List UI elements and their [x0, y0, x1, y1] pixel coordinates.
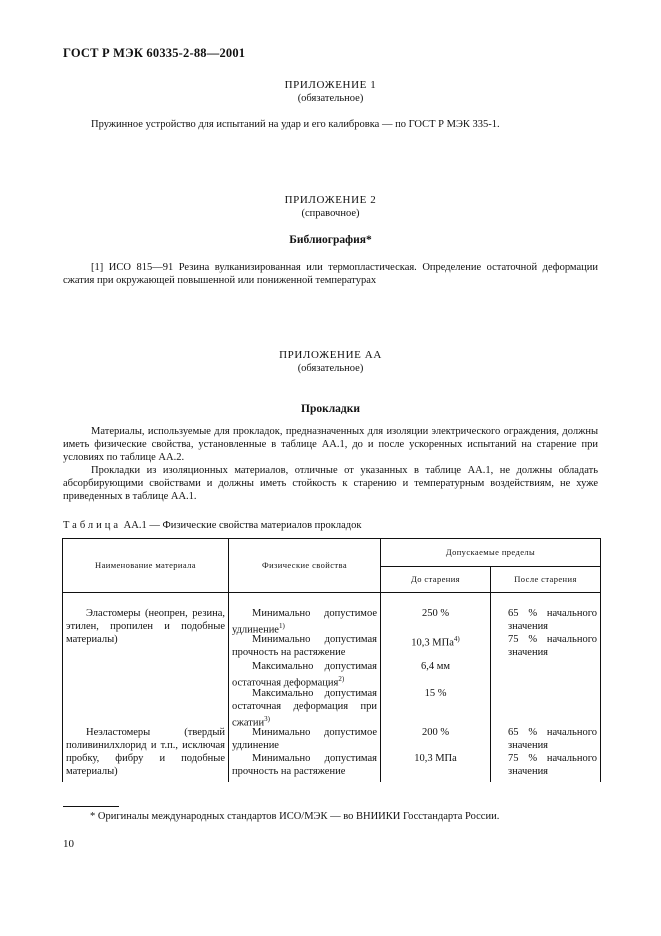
annex1-status: (обязательное) [297, 93, 364, 104]
table-row [491, 726, 601, 782]
header-property: Физические свойства [229, 539, 381, 593]
header-before-aging: До старения [381, 567, 491, 593]
material-elastomers: Эластомеры (неопрен, резина, этилен, пропилен и подобные материалы) [66, 608, 225, 645]
after-value [494, 660, 597, 687]
header-after-aging: После старения [491, 567, 601, 593]
bibliography-entry: [1] ИСО 815—91 Резина вулканизированная или термопластическая. Определение остаточной деформации сжатия при окружающей повышенной или пониженной температурах [63, 262, 598, 286]
bibliography-heading: Библиография* [289, 234, 372, 246]
gaskets-paragraph-2: Прокладки из изоляционных материалов, отличные от указанных в таблице АА.1, не должны обладать абсорбирующими свойствами и должны иметь стойкость к старению и температурным воздействиям, не хуже приведенных в таблице АА.1. [63, 465, 598, 502]
before-value: 10,3 МПа [414, 753, 457, 764]
table-row [229, 593, 381, 727]
before-value: 15 % [424, 688, 447, 699]
material-non-elastomers: Неэластомеры (твердый поливинилхлорид и т.п., исключая пробку, фибру и подобные материалы) [66, 727, 225, 777]
annexAA-title: ПРИЛОЖЕНИЕ АА [279, 349, 382, 361]
annex1-text: Пружинное устройство для испытаний на удар и его калибровка — по ГОСТ Р МЭК 335-1. [91, 119, 500, 130]
after-value: 65 % начального значения [508, 727, 598, 751]
table-row [381, 593, 491, 727]
gaskets-paragraph-1: Материалы, используемые для прокладок, предназначенных для изоляции электрического ограждения, должны иметь физические свойства, установленные в таблице АА.1, до и после ускоренных испытаний на старение при условиях по таблице АА.2. [63, 426, 598, 463]
table-caption-text: АА.1 — Физические свойства материалов прокладок [123, 520, 362, 531]
property-cell: Минимально допустимая прочность на растяжение [232, 634, 377, 658]
property-cell: Минимально допустимая прочность на растяжение [232, 753, 377, 777]
before-value: 10,3 МПа$^{4)}$ [411, 635, 460, 649]
property-cell: Минимально допустимое удлинение [232, 727, 377, 751]
before-value: 250 % [421, 608, 450, 619]
annex2-title: ПРИЛОЖЕНИЕ 2 [284, 194, 377, 206]
property-cell: Максимально допустимая остаточная деформация$^{2)}$ [232, 661, 377, 689]
header-limits: Допускаемые пределы [381, 539, 601, 567]
annex2-status: (справочное) [301, 208, 360, 219]
table-row [229, 726, 381, 782]
after-value: 75 % начального значения [508, 634, 598, 658]
annex1-title: ПРИЛОЖЕНИЕ 1 [284, 79, 377, 91]
table-caption [63, 520, 362, 531]
before-value: 6,4 мм [420, 661, 451, 672]
table-row [63, 726, 229, 782]
properties-table [62, 538, 601, 782]
after-value [494, 687, 597, 726]
after-value: 65 % начального значения [508, 608, 598, 632]
property-cell: Максимально допустимая остаточная деформация при сжатии$^{3)}$ [232, 688, 377, 729]
gaskets-heading: Прокладки [301, 403, 360, 415]
page-number: 10 [63, 838, 74, 850]
table-caption-word: Таблица [63, 520, 122, 531]
before-value: 200 % [421, 727, 450, 738]
annexAA-status: (обязательное) [297, 363, 364, 374]
footnote: * Оригиналы международных стандартов ИСО/МЭК — во ВНИИКИ Госстандарта России. [90, 811, 500, 822]
table-row [381, 726, 491, 782]
table-row [63, 593, 229, 727]
header-material: Наименование материала [63, 539, 229, 593]
footnote-divider [63, 806, 119, 807]
document-header: ГОСТ Р МЭК 60335-2-88—2001 [63, 46, 246, 60]
table-row [491, 593, 601, 727]
property-cell: Минимально допустимое удлинение$^{1)}$ [232, 608, 377, 636]
after-value: 75 % начального значения [508, 753, 598, 777]
